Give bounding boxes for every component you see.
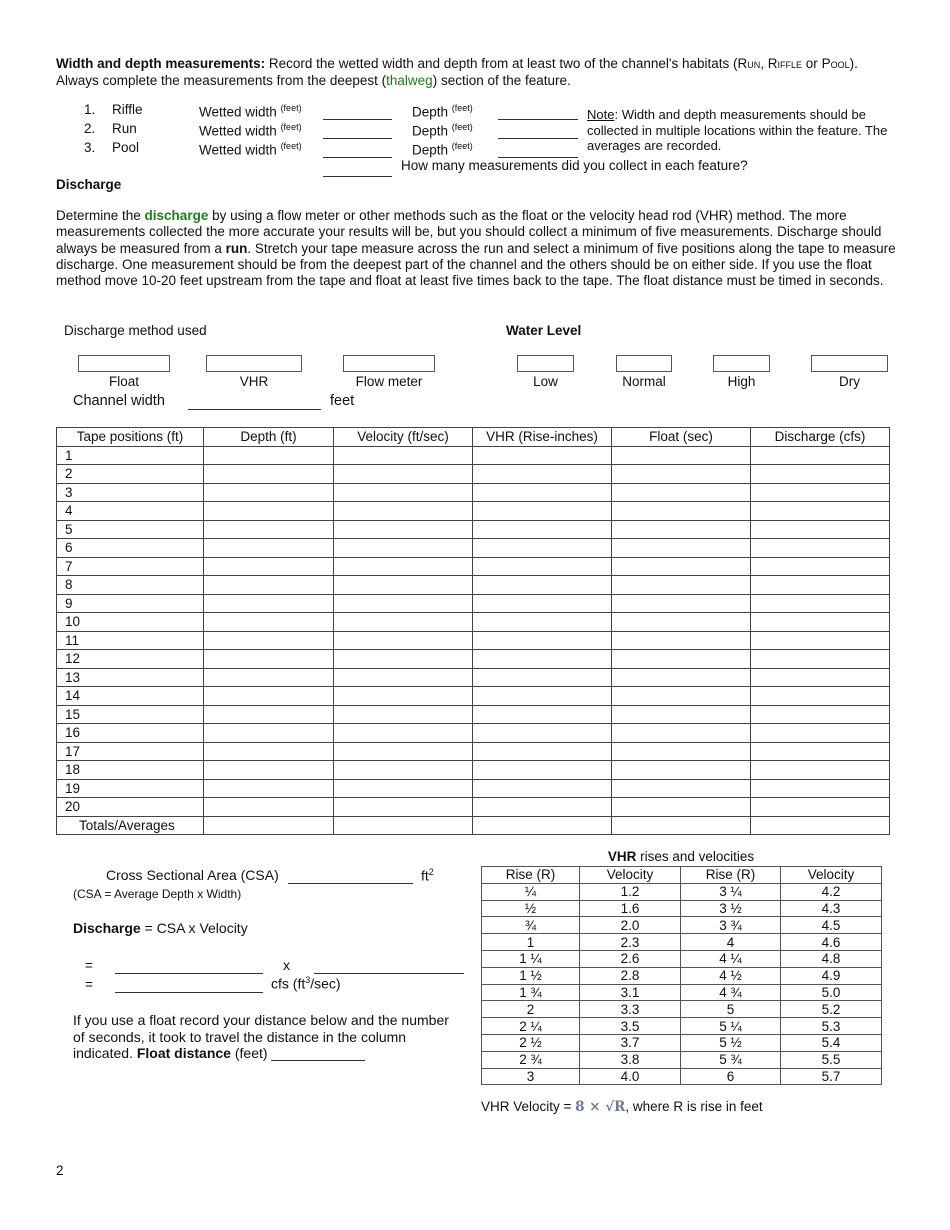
discharge-cell[interactable]: [751, 594, 890, 613]
velocity-cell[interactable]: [334, 687, 473, 706]
depth-cell[interactable]: [204, 446, 334, 465]
velocity-cell: 2.6: [580, 950, 681, 967]
column-header: Rise (R): [482, 867, 580, 884]
discharge-cell[interactable]: [751, 483, 890, 502]
discharge-cell[interactable]: [751, 742, 890, 761]
depth-cell[interactable]: [204, 613, 334, 632]
total-vhr-rise-cell[interactable]: [473, 816, 612, 835]
float-time-cell[interactable]: [612, 613, 751, 632]
float-time-cell[interactable]: [612, 724, 751, 743]
vhr-table-title: VHR rises and velocities: [607, 849, 755, 864]
table-row: [482, 967, 882, 984]
table-row: [57, 483, 890, 502]
float-time-cell[interactable]: [612, 594, 751, 613]
discharge-result-field[interactable]: [115, 992, 263, 993]
velocity-cell: 3.7: [580, 1034, 681, 1051]
velocity-cell[interactable]: [334, 594, 473, 613]
velocity-cell: 5.7: [781, 1068, 882, 1085]
wetted-width-label: Wetted width: [199, 104, 277, 120]
float-note: If you use a float record your distance below and the number of seconds, it took to travel the distance in the column indicated. Float distance (feet) ____________: [73, 1012, 449, 1061]
depth-cell[interactable]: [204, 798, 334, 817]
rise-cell: 5: [681, 1001, 781, 1018]
tape-position-cell: 9: [57, 594, 204, 613]
depth-cell[interactable]: [204, 576, 334, 595]
depth-cell[interactable]: [204, 761, 334, 780]
velocity-cell: 4.9: [781, 967, 882, 984]
depth-cell[interactable]: [204, 557, 334, 576]
table-row: [57, 594, 890, 613]
table-row: [57, 761, 890, 780]
checkbox-label: Low: [533, 374, 558, 389]
discharge-cell[interactable]: [751, 779, 890, 798]
rise-cell: ½: [482, 900, 580, 917]
column-header: Velocity: [580, 867, 681, 884]
formula-math: 8 × √R: [575, 1099, 626, 1115]
velocity-value-field[interactable]: [314, 973, 464, 974]
table-row: [57, 779, 890, 798]
vhr-rise-cell[interactable]: [473, 502, 612, 521]
rise-cell: 3 ½: [681, 900, 781, 917]
vhr-rise-velocity-table: [481, 866, 882, 1085]
total-depth-cell[interactable]: [204, 816, 334, 835]
csa-label: Cross Sectional Area (CSA): [106, 867, 279, 883]
velocity-cell: 4.6: [781, 934, 882, 951]
velocity-cell: 3.8: [580, 1051, 681, 1068]
table-row: [57, 798, 890, 817]
discharge-cell[interactable]: [751, 687, 890, 706]
float-time-cell[interactable]: [612, 650, 751, 669]
page-number: 2: [56, 1163, 64, 1178]
csa-formula: (CSA = Average Depth x Width): [73, 887, 242, 901]
velocity-cell[interactable]: [334, 724, 473, 743]
tape-position-cell: 14: [57, 687, 204, 706]
tape-position-cell: 15: [57, 705, 204, 724]
float-time-cell[interactable]: [612, 557, 751, 576]
column-header: Depth (ft): [204, 428, 334, 447]
wetted-width-field-run[interactable]: [323, 138, 392, 139]
depth-label: Depth: [412, 104, 449, 120]
tape-position-cell: 18: [57, 761, 204, 780]
table-row: [482, 1018, 882, 1035]
rise-cell: 3 ¼: [681, 883, 781, 900]
column-header: Velocity: [781, 867, 882, 884]
depth-cell[interactable]: [204, 779, 334, 798]
width-depth-note: Note: Width and depth measurements should be collected in multiple locations within the feature. The averages are recorded.: [587, 107, 888, 153]
discharge-heading: Discharge: [56, 177, 122, 192]
checkbox[interactable]: [616, 355, 672, 372]
depth-cell[interactable]: [204, 742, 334, 761]
vhr-rise-cell[interactable]: [473, 779, 612, 798]
velocity-cell[interactable]: [334, 520, 473, 539]
table-row: [57, 650, 890, 669]
float-time-cell[interactable]: [612, 668, 751, 687]
table-row: [57, 631, 890, 650]
table-row: [57, 687, 890, 706]
rise-cell: 2 ¾: [482, 1051, 580, 1068]
tape-position-cell: 1: [57, 446, 204, 465]
tape-position-cell: 3: [57, 483, 204, 502]
float-distance-field[interactable]: (feet) ____________: [230, 1045, 365, 1061]
vhr-rise-cell[interactable]: [473, 576, 612, 595]
tape-position-cell: 2: [57, 465, 204, 484]
cfs-unit: cfs $(ft^3/\sec)$: [271, 975, 341, 992]
float-time-cell[interactable]: [612, 576, 751, 595]
float-time-cell[interactable]: [612, 539, 751, 558]
float-time-cell[interactable]: [612, 520, 751, 539]
rise-cell: 3 ¾: [681, 917, 781, 934]
checkbox[interactable]: [713, 355, 770, 372]
discharge-cell[interactable]: [751, 668, 890, 687]
table-row: [482, 917, 882, 934]
table-row: [57, 446, 890, 465]
tape-position-cell: 4: [57, 502, 204, 521]
wetted-width-field-pool[interactable]: [323, 157, 392, 158]
channel-width-field[interactable]: [188, 409, 321, 410]
rise-cell: ¾: [482, 917, 580, 934]
csa-row: [106, 867, 279, 883]
rise-cell: 6: [681, 1068, 781, 1085]
discharge-cell[interactable]: [751, 557, 890, 576]
rise-cell: 5 ¾: [681, 1051, 781, 1068]
vhr-rise-cell[interactable]: [473, 705, 612, 724]
table-row: [482, 984, 882, 1001]
rise-cell: 1: [482, 934, 580, 951]
tape-position-cell: 6: [57, 539, 204, 558]
velocity-cell[interactable]: [334, 576, 473, 595]
velocity-cell[interactable]: [334, 539, 473, 558]
velocity-cell[interactable]: [334, 761, 473, 780]
depth-cell[interactable]: [204, 631, 334, 650]
depth-label: Depth: [412, 123, 449, 139]
velocity-cell: 5.3: [781, 1018, 882, 1035]
column-header: Tape positions (ft): [57, 428, 204, 447]
velocity-cell[interactable]: [334, 465, 473, 484]
velocity-cell[interactable]: [334, 446, 473, 465]
wetted-width-label: Wetted width: [199, 123, 277, 139]
tape-position-cell: 7: [57, 557, 204, 576]
table-row: [482, 1068, 882, 1085]
velocity-cell: 5.4: [781, 1034, 882, 1051]
depth-cell[interactable]: [204, 502, 334, 521]
table-row: [57, 613, 890, 632]
table-row: [57, 557, 890, 576]
table-header-row: [482, 867, 882, 884]
rise-cell: 5 ½: [681, 1034, 781, 1051]
checkbox-label: VHR: [239, 374, 269, 389]
tape-position-cell: 20: [57, 798, 204, 817]
velocity-cell: 5.0: [781, 984, 882, 1001]
rise-cell: 4 ¾: [681, 984, 781, 1001]
float-time-cell[interactable]: [612, 687, 751, 706]
tape-position-cell: 17: [57, 742, 204, 761]
habitat-pool: Pool: [821, 56, 850, 71]
total-velocity-cell[interactable]: [334, 816, 473, 835]
channel-width-label: Channel width: [73, 393, 165, 409]
vhr-rise-cell[interactable]: [473, 520, 612, 539]
table-row: [57, 520, 890, 539]
vhr-rise-cell[interactable]: [473, 650, 612, 669]
velocity-cell: 2.8: [580, 967, 681, 984]
velocity-cell: 5.5: [781, 1051, 882, 1068]
depth-cell[interactable]: [204, 687, 334, 706]
rise-cell: 3: [482, 1068, 580, 1085]
tape-position-cell: 8: [57, 576, 204, 595]
tape-position-cell: 11: [57, 631, 204, 650]
csa-unit: $ft^2$: [421, 867, 434, 884]
float-time-cell[interactable]: [612, 465, 751, 484]
velocity-cell[interactable]: [334, 631, 473, 650]
velocity-cell[interactable]: [334, 557, 473, 576]
discharge-cell[interactable]: [751, 446, 890, 465]
habitat-riffle: Riffle: [767, 56, 803, 71]
table-row: [57, 502, 890, 521]
column-header: Rise (R): [681, 867, 781, 884]
depth-field-riffle[interactable]: [498, 119, 578, 120]
table-row: [57, 742, 890, 761]
vhr-rise-cell[interactable]: [473, 798, 612, 817]
vhr-velocity-formula: VHR Velocity = 8 × √R, where R is rise in feet: [481, 1099, 763, 1115]
csa-value-field[interactable]: [115, 973, 263, 974]
discharge-method-label: Discharge method used: [64, 323, 207, 338]
float-time-cell[interactable]: [612, 761, 751, 780]
tape-position-cell: 5: [57, 520, 204, 539]
totals-row: [57, 816, 890, 835]
velocity-cell: 4.5: [781, 917, 882, 934]
measurement-count-field[interactable]: [323, 176, 392, 177]
velocity-cell: 2.3: [580, 934, 681, 951]
velocity-cell: 4.3: [781, 900, 882, 917]
table-row: [482, 1034, 882, 1051]
table-row: [482, 1001, 882, 1018]
column-header: VHR (Rise-inches): [473, 428, 612, 447]
discharge-cell[interactable]: [751, 539, 890, 558]
velocity-cell: 1.2: [580, 883, 681, 900]
vhr-rise-cell[interactable]: [473, 539, 612, 558]
depth-cell[interactable]: [204, 724, 334, 743]
water-level-label: Water Level: [506, 323, 582, 338]
depth-cell[interactable]: [204, 650, 334, 669]
velocity-cell[interactable]: [334, 779, 473, 798]
velocity-cell[interactable]: [334, 798, 473, 817]
depth-cell[interactable]: [204, 483, 334, 502]
total-float-time-cell[interactable]: [612, 816, 751, 835]
discharge-term: discharge: [144, 208, 209, 223]
checkbox-label: Flow meter: [355, 374, 423, 389]
rise-cell: 4 ½: [681, 967, 781, 984]
discharge-cell[interactable]: [751, 798, 890, 817]
totals-label-cell: Totals/Averages: [57, 816, 204, 835]
velocity-cell: 5.2: [781, 1001, 882, 1018]
habitat-label: Riffle: [112, 102, 143, 117]
rise-cell: 5 ¼: [681, 1018, 781, 1035]
discharge-cell[interactable]: [751, 705, 890, 724]
habitat-label: Run: [112, 121, 137, 136]
rise-cell: ¼: [482, 883, 580, 900]
velocity-cell[interactable]: [334, 650, 473, 669]
csa-field[interactable]: [288, 883, 413, 884]
velocity-cell[interactable]: [334, 668, 473, 687]
float-time-cell[interactable]: [612, 446, 751, 465]
habitat-label: Pool: [112, 140, 140, 155]
vhr-rise-cell[interactable]: [473, 761, 612, 780]
velocity-cell[interactable]: [334, 705, 473, 724]
rise-cell: 1 ¾: [482, 984, 580, 1001]
discharge-cell[interactable]: [751, 502, 890, 521]
float-time-cell[interactable]: [612, 779, 751, 798]
table-header-row: [57, 428, 890, 447]
column-header: Float (sec): [612, 428, 751, 447]
vhr-rise-cell[interactable]: [473, 594, 612, 613]
rise-cell: 2: [482, 1001, 580, 1018]
float-time-cell[interactable]: [612, 502, 751, 521]
vhr-rise-cell[interactable]: [473, 613, 612, 632]
habitat-run: Run: [737, 56, 761, 71]
rise-cell: 4: [681, 934, 781, 951]
table-row: [482, 900, 882, 917]
float-time-cell[interactable]: [612, 631, 751, 650]
checkbox-label: Normal: [622, 374, 666, 389]
checkbox-label: Float: [108, 374, 139, 389]
total-discharge-cell[interactable]: [751, 816, 890, 835]
table-row: [482, 1051, 882, 1068]
checkbox[interactable]: [343, 355, 435, 372]
table-row: [482, 950, 882, 967]
table-row: [57, 705, 890, 724]
tape-position-cell: 19: [57, 779, 204, 798]
wetted-width-label: Wetted width: [199, 142, 277, 158]
discharge-cell[interactable]: [751, 613, 890, 632]
discharge-cell[interactable]: [751, 520, 890, 539]
rise-cell: 2 ½: [482, 1034, 580, 1051]
velocity-cell[interactable]: [334, 742, 473, 761]
velocity-cell[interactable]: [334, 613, 473, 632]
discharge-paragraph: Determine the discharge by using a flow meter or other methods such as the float or the velocity head rod (VHR) method. The more measurements collected the more accurate your results will be, but you should collect a minimum of five measurements. Discharge should always be measured from a run. Stretch your tape measure across the run and select a minimum of five positions along the tape to measure discharge. One measurement should be from the deepest part of the channel and the others should be on either side. If you use the float method move 10-20 feet upstream from the tape and float at least five times back to the tape. The float distance must be timed in seconds.: [56, 208, 896, 289]
table-row: [57, 539, 890, 558]
checkbox[interactable]: [517, 355, 574, 372]
float-time-cell[interactable]: [612, 798, 751, 817]
vhr-rise-cell[interactable]: [473, 742, 612, 761]
depth-cell[interactable]: [204, 520, 334, 539]
rise-cell: 4 ¼: [681, 950, 781, 967]
velocity-cell: 4.8: [781, 950, 882, 967]
float-time-cell[interactable]: [612, 483, 751, 502]
discharge-cell[interactable]: [751, 724, 890, 743]
table-row: [57, 724, 890, 743]
float-time-cell[interactable]: [612, 742, 751, 761]
tape-position-cell: 13: [57, 668, 204, 687]
tape-position-cell: 16: [57, 724, 204, 743]
discharge-cell[interactable]: [751, 576, 890, 595]
width-depth-intro: Width and depth measurements: Record the wetted width and depth from at least two of the channel's habitats (Run, Riffle or Pool). Always complete the measurements from the deepest (thalweg) section of the feature.: [56, 56, 858, 88]
vhr-rise-cell[interactable]: [473, 631, 612, 650]
velocity-cell: 2.0: [580, 917, 681, 934]
depth-cell[interactable]: [204, 594, 334, 613]
column-header: Discharge (cfs): [751, 428, 890, 447]
table-row: [482, 883, 882, 900]
discharge-measurement-table: [56, 427, 890, 835]
channel-width-unit: feet: [330, 393, 355, 409]
table-row: [482, 934, 882, 951]
tape-position-cell: 10: [57, 613, 204, 632]
width-depth-heading: Width and depth measurements:: [56, 56, 266, 71]
depth-field-run[interactable]: [498, 138, 578, 139]
tape-position-cell: 12: [57, 650, 204, 669]
thalweg-term: thalweg: [386, 73, 433, 88]
velocity-cell[interactable]: [334, 502, 473, 521]
depth-cell[interactable]: [204, 539, 334, 558]
column-header: Velocity (ft/sec): [334, 428, 473, 447]
discharge-cell[interactable]: [751, 650, 890, 669]
checkbox[interactable]: [811, 355, 888, 372]
checkbox[interactable]: [78, 355, 170, 372]
vhr-rise-cell[interactable]: [473, 724, 612, 743]
discharge-cell[interactable]: [751, 631, 890, 650]
measurement-count-label: How many measurements did you collect in each feature?: [401, 158, 748, 173]
depth-cell[interactable]: [204, 465, 334, 484]
vhr-rise-cell[interactable]: [473, 687, 612, 706]
velocity-cell: 3.3: [580, 1001, 681, 1018]
discharge-cell[interactable]: [751, 465, 890, 484]
table-row: [57, 668, 890, 687]
velocity-cell: 4.2: [781, 883, 882, 900]
table-row: [57, 576, 890, 595]
rise-cell: 2 ¼: [482, 1018, 580, 1035]
velocity-cell: 1.6: [580, 900, 681, 917]
vhr-rise-cell[interactable]: [473, 668, 612, 687]
velocity-cell[interactable]: [334, 483, 473, 502]
discharge-formula: Discharge = CSA x Velocity: [73, 920, 248, 936]
velocity-cell: 3.1: [580, 984, 681, 1001]
depth-cell[interactable]: [204, 668, 334, 687]
vhr-rise-cell[interactable]: [473, 446, 612, 465]
checkbox-label: Dry: [839, 374, 860, 389]
rise-cell: 1 ¼: [482, 950, 580, 967]
float-time-cell[interactable]: [612, 705, 751, 724]
depth-label: Depth: [412, 142, 449, 158]
wetted-width-field-riffle[interactable]: [323, 119, 392, 120]
checkbox[interactable]: [206, 355, 302, 372]
velocity-cell: 3.5: [580, 1018, 681, 1035]
depth-cell[interactable]: [204, 705, 334, 724]
checkbox-label: High: [727, 374, 756, 389]
discharge-cell[interactable]: [751, 761, 890, 780]
vhr-rise-cell[interactable]: [473, 483, 612, 502]
rise-cell: 1 ½: [482, 967, 580, 984]
velocity-cell: 4.0: [580, 1068, 681, 1085]
vhr-rise-cell[interactable]: [473, 557, 612, 576]
vhr-rise-cell[interactable]: [473, 465, 612, 484]
table-row: [57, 465, 890, 484]
